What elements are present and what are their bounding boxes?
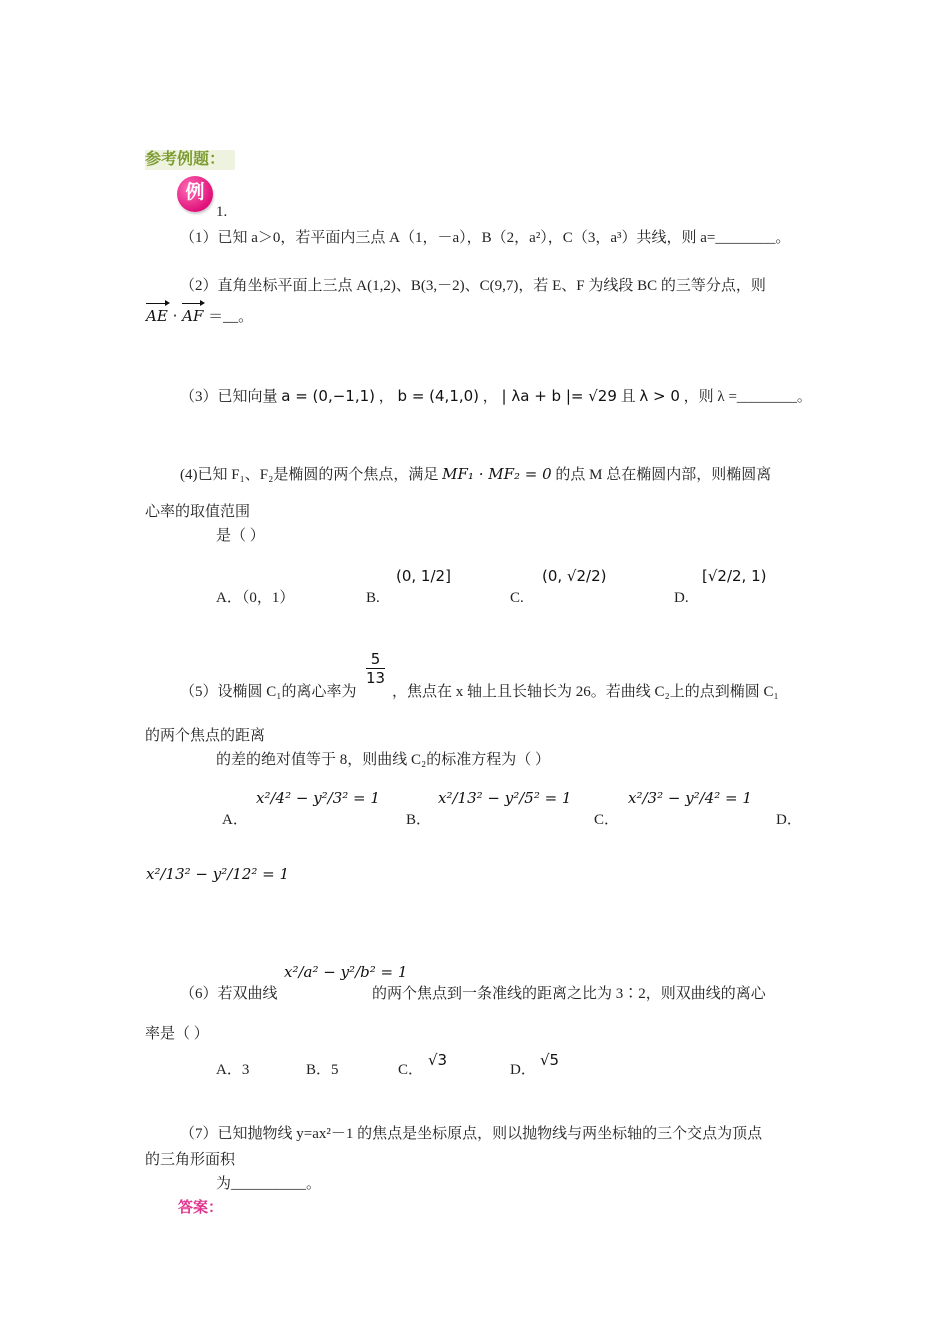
dot-condition: MF₁ · MF₂ = 0 [442, 465, 552, 483]
q5-option-d-label: D． [776, 812, 802, 828]
section-heading: 参考例题： [145, 150, 235, 170]
q4-option-d-expr: [√2/2, 1) [702, 567, 767, 585]
q6-option-a: A．3 [216, 1062, 250, 1078]
question-6-suffix: 的两个焦点到一条准线的距离之比为 3∶2，则双曲线的离心 [372, 986, 766, 1002]
q5-option-a-label: A． [222, 812, 248, 828]
eccentricity-den: 13 [366, 669, 386, 687]
question-3-mid: 且 [620, 389, 636, 405]
q4-option-c-expr: (0, √2/2) [542, 567, 607, 585]
example-badge: 例 [177, 176, 213, 212]
q6-option-d-expr: √5 [540, 1051, 560, 1069]
q5-option-b-expr: x²/13² − y²/5² = 1 [438, 789, 572, 807]
question-3-prefix: （3）已知向量 [180, 389, 278, 405]
question-1: （1）已知 a＞0，若平面内三点 A（1，－a），B（2，a²），C（3，a³）共线，则 a=________。 [180, 230, 791, 246]
question-5-prefix: （5）设椭圆 C₁的离心率为 [180, 684, 357, 700]
hyperbola-expr: x²/a² − y²/b² = 1 [284, 963, 408, 981]
question-6-prefix: （6）若双曲线 [180, 986, 278, 1002]
q4-option-a: A．（0，1） [216, 590, 295, 606]
q4-option-c-label: C. [510, 590, 524, 606]
question-4-prefix: (4)已知 F₁、F₂是椭圆的两个焦点，满足 [180, 467, 439, 483]
q6-option-c-expr: √3 [428, 1051, 448, 1069]
vector-b-def: b = (4,1,0) [397, 387, 480, 405]
question-3: （3）已知向量 a = (0,−1,1) ， b = (4,1,0) ， | λa + b |= √29 且 λ > 0 ，则 λ =________。 [180, 387, 812, 405]
q6-option-c-label: C． [398, 1062, 424, 1078]
q5-option-c-label: C． [594, 812, 620, 828]
question-4-line3: 是（ ） [216, 528, 265, 544]
question-5-line1 [180, 682, 357, 702]
q5-option-d-expr: x²/13² − y²/12² = 1 [146, 865, 290, 883]
norm-condition: | λa + b |= √29 [501, 387, 617, 405]
question-7-line3: 为__________。 [216, 1176, 322, 1192]
q5-option-c-expr: x²/3² − y²/4² = 1 [628, 789, 752, 807]
question-4-suffix: 的点 M 总在椭圆内部，则椭圆离 [555, 467, 772, 483]
question-5-line3: 的差的绝对值等于 8，则曲线 C₂的标准方程为（ ） [216, 752, 550, 768]
eccentricity-fraction [366, 650, 385, 687]
answer-label: 答案： [178, 1200, 224, 1216]
question-4-line1 [180, 464, 771, 485]
q4-option-b-expr: (0, 1/2] [396, 567, 451, 585]
q4-option-b-label: B. [366, 590, 380, 606]
vector-a-def: a = (0,−1,1) [281, 387, 376, 405]
example-number: 1. [216, 204, 228, 220]
vector-ae: AE [146, 307, 168, 325]
question-5-line2: 的两个焦点的距离 [145, 728, 266, 744]
q6-option-b: B．5 [306, 1062, 339, 1078]
question-5-suffix: ，焦点在 x 轴上且长轴长为 26。若曲线 C₂上的点到椭圆 C₁ [392, 684, 779, 700]
question-4-line2: 心率的取值范围 [145, 504, 251, 520]
question-2-line1: （2）直角坐标平面上三点 A(1,2)、B(3,－2)、C(9,7)，若 E、F 为线段 BC 的三等分点，则 [180, 278, 766, 294]
vector-af: AF [182, 307, 204, 325]
question-7-line1: （7）已知抛物线 y=ax²－1 的焦点是坐标原点，则以抛物线与两坐标轴的三个交点为顶点 [180, 1126, 763, 1142]
q4-option-d-label: D. [674, 590, 689, 606]
question-7-line2: 的三角形面积 [145, 1152, 236, 1168]
lambda-condition: λ > 0 [639, 387, 680, 405]
question-6-line2: 率是（ ） [145, 1026, 209, 1042]
question-2-line2 [146, 306, 253, 327]
q6-option-d-label: D． [510, 1062, 536, 1078]
q5-option-a-expr: x²/4² − y²/3² = 1 [256, 789, 380, 807]
dot-operator: · [172, 307, 178, 325]
question-2-tail: ＝__。 [208, 309, 254, 325]
q5-option-b-label: B． [406, 812, 432, 828]
question-3-suffix: ，则 λ =________。 [683, 389, 812, 405]
eccentricity-num: 5 [366, 650, 385, 669]
